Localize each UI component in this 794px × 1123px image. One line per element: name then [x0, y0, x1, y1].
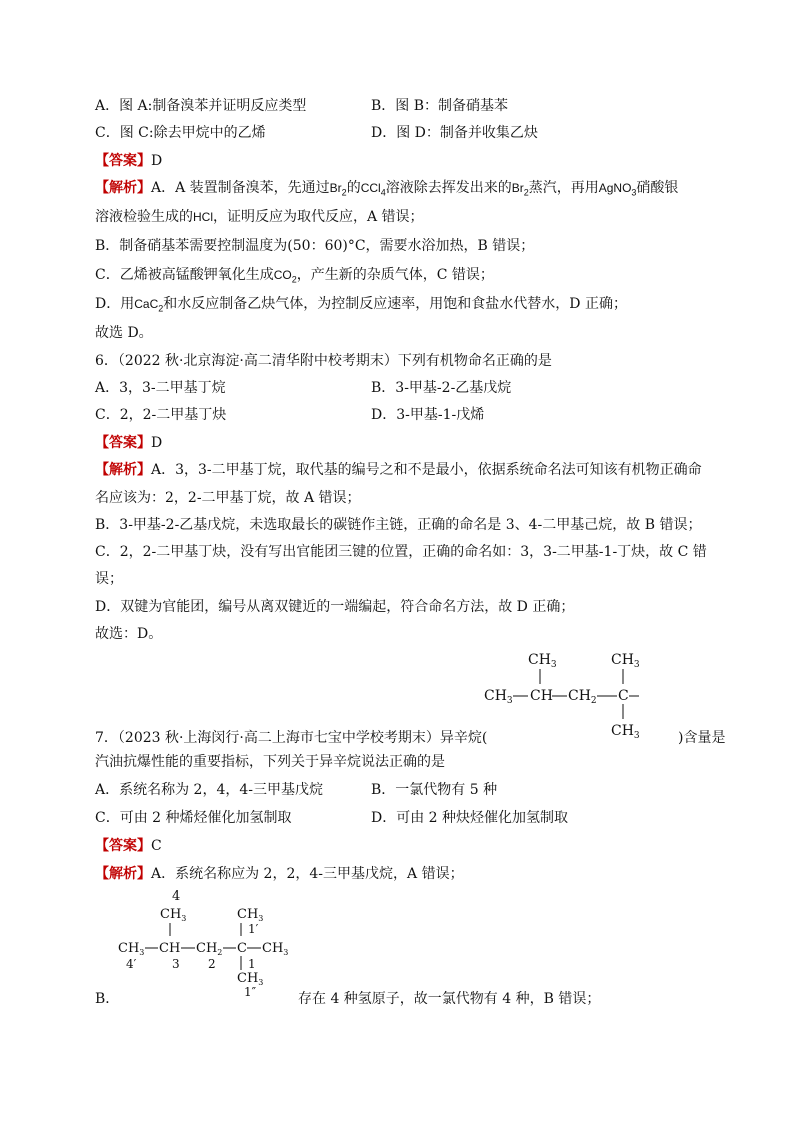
- q6-analysis-line-3: B．3-甲基-2-乙基戊烷，未选取最长的碳链作主链，正确的命名是 3、4-二甲基己烷，故 B 错误；: [95, 517, 702, 533]
- carbon-number: 1′: [248, 922, 259, 936]
- q6-option-c: C．2，2-二甲基丁炔: [95, 407, 227, 423]
- q5-analysis-line-1: [95, 178, 678, 202]
- q6-option-a: A．3，3-二甲基丁烷: [95, 380, 226, 396]
- q5-conclusion: 故选 D。: [95, 325, 153, 341]
- answer-value: D: [151, 153, 163, 169]
- analysis-text: D．用: [95, 296, 135, 312]
- analysis-text: 和水反应制备乙炔气体，为控制反应速率，用饱和食盐水代替水，D 正确；: [163, 296, 627, 312]
- ch3-label: $CH_3$: [237, 907, 264, 923]
- stem-text: 7．（2023 秋·上海闵行·高二上海市七宝中学校考期末）异辛烷(: [95, 730, 488, 746]
- carbon-number: 4: [172, 889, 181, 904]
- formula-agno3: AgNO$_3$: [598, 181, 637, 198]
- analysis-text: ，证明反应为取代反应，A 错误；: [213, 209, 424, 225]
- formula-br2: $Br_2$: [329, 181, 347, 198]
- q7-analysis-line-1: [95, 864, 464, 884]
- answer-tag: 【答案】: [95, 838, 151, 854]
- q6-option-d: D．3-甲基-1-戊烯: [371, 407, 485, 423]
- q6-option-b: B．3-甲基-2-乙基戊烷: [371, 380, 512, 396]
- ch-label: CH: [530, 688, 553, 704]
- q7-option-b: B．一氯代物有 5 种: [371, 782, 498, 798]
- analysis-text: A．3，3-二甲基丁烷，取代基的编号之和不是最小，依据系统命名法可知该有机物正确命: [151, 462, 702, 478]
- q5-option-d: D．图 D：制备并收集乙炔: [371, 125, 538, 141]
- q6-analysis-line-1: [95, 460, 702, 480]
- q5-option-a: A．图 A:制备溴苯并证明反应类型: [95, 98, 307, 114]
- q6-analysis-line-6: D．双键为官能团，编号从离双键近的一端编起，符合命名方法，故 D 正确；: [95, 599, 575, 615]
- analysis-text: 蒸汽，再用: [528, 180, 599, 196]
- formula-ccl4: CCl$_4$: [360, 181, 386, 198]
- answer-tag: 【答案】: [95, 153, 151, 169]
- carbon-number: 2: [208, 957, 216, 971]
- answer-value: D: [151, 435, 163, 451]
- q6-analysis-line-7: 故选：D。: [95, 626, 163, 642]
- answer-value: C: [151, 838, 162, 854]
- q5-analysis-line-5: [95, 294, 627, 318]
- analysis-text: A．系统名称应为 2，2，4-三甲基戊烷，A 错误；: [151, 866, 464, 882]
- q6-analysis-line-4: C．2，2-二甲基丁炔，没有写出官能团三键的位置，正确的命名如：3，3-二甲基-1-丁炔，故 C 错: [95, 544, 707, 560]
- q7-analysis-line-2-prefix: B．: [95, 991, 120, 1007]
- q6-answer: [95, 433, 162, 453]
- ch2-label: $CH_2$: [568, 688, 597, 706]
- analysis-tag: 【解析】: [95, 180, 151, 196]
- q7-answer: [95, 836, 162, 856]
- q7-option-a: A．系统名称为 2，4，4-三甲基戊烷: [95, 782, 324, 798]
- q5-analysis-line-3: B．制备硝基苯需要控制温度为(50：60)°C，需要水浴加热，B 错误；: [95, 238, 535, 254]
- carbon-number: 1: [248, 957, 256, 971]
- formula-co2: $CO_2$: [273, 268, 297, 285]
- q6-analysis-line-5: 误；: [95, 571, 123, 587]
- q6-analysis-line-2: 名应该为：2，2-二甲基丁烷，故 A 错误；: [95, 490, 361, 506]
- answer-tag: 【答案】: [95, 435, 151, 451]
- q7-stem-suffix: )含量是: [678, 730, 726, 746]
- q7-option-c: C．可由 2 种烯烃催化加氢制取: [95, 810, 292, 826]
- q7-option-d: D．可由 2 种炔烃催化加氢制取: [371, 810, 569, 826]
- ch3-label: $CH_3$: [528, 652, 557, 670]
- analysis-text: 硝酸银: [636, 180, 679, 196]
- analysis-tag: 【解析】: [95, 462, 151, 478]
- carbon-number: 1″: [244, 985, 257, 998]
- analysis-text: 溶液检验生成的: [95, 209, 193, 225]
- carbon-number: 3: [172, 957, 180, 971]
- ch-label: CH: [159, 941, 181, 956]
- analysis-text: 的: [346, 180, 361, 196]
- q5-analysis-line-4: [95, 265, 494, 289]
- ch3-label: $CH_3$: [118, 941, 145, 957]
- numbered-structure-diagram: [112, 886, 302, 998]
- ch2-label: $CH_2$: [196, 941, 223, 957]
- ch3-label: $CH_3$: [237, 971, 264, 987]
- q7-stem-line-1: [95, 728, 487, 748]
- isooctane-structure: [478, 646, 678, 746]
- q7-analysis-line-2: 存在 4 种氢原子，故一氯代物有 4 种，B 错误；: [298, 991, 601, 1007]
- analysis-text: C．乙烯被高锰酸钾氧化生成: [95, 267, 274, 283]
- ch3-label: $CH_3$: [484, 688, 513, 706]
- formula-cac2: CaC$_2$: [134, 297, 164, 314]
- analysis-text: 溶液除去挥发出来的: [385, 180, 512, 196]
- q6-stem: 6．（2022 秋·北京海淀·高二清华附中校考期末）下列有机物命名正确的是: [95, 353, 552, 369]
- ch3-label: $CH_3$: [262, 941, 289, 957]
- q5-option-b: B．图 B：制备硝基苯: [371, 98, 509, 114]
- formula-br2: $Br_2$: [511, 181, 529, 198]
- c-label: C: [618, 688, 629, 704]
- analysis-tag: 【解析】: [95, 866, 151, 882]
- c-label: C: [237, 941, 247, 956]
- carbon-number: 4′: [126, 957, 137, 971]
- ch3-label: $CH_3$: [611, 652, 640, 670]
- analysis-text: ，产生新的杂质气体，C 错误；: [296, 267, 494, 283]
- analysis-text: A．A 装置制备溴苯，先通过: [151, 180, 330, 196]
- q7-stem-line-2: 汽油抗爆性能的重要指标，下列关于异辛烷说法正确的是: [95, 754, 445, 770]
- q5-answer: [95, 151, 162, 171]
- q5-analysis-line-2: [95, 207, 424, 227]
- ch3-label: $CH_3$: [160, 907, 187, 923]
- ch3-label: $CH_3$: [611, 723, 640, 741]
- q5-option-c: C．图 C:除去甲烷中的乙烯: [95, 125, 266, 141]
- formula-hcl: HCl: [193, 210, 213, 224]
